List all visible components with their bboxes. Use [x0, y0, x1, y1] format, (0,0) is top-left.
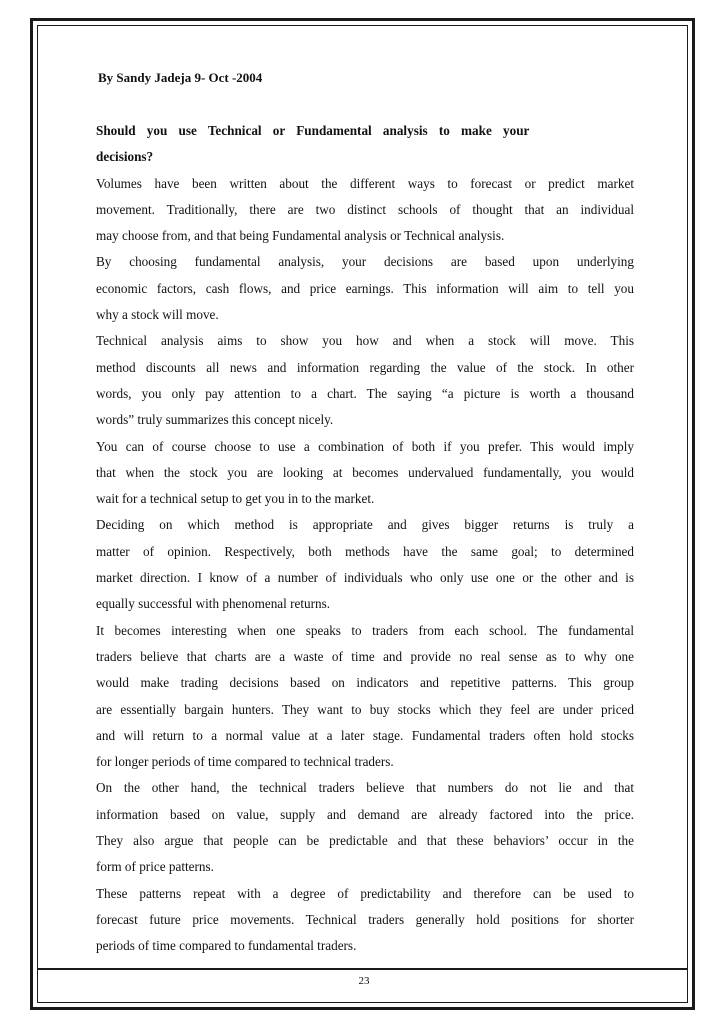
paragraph-list	[96, 171, 634, 960]
paragraph-line: You can of course choose to use a combination of both if you prefer. This would imply	[96, 438, 634, 454]
footer-rule	[37, 968, 688, 970]
paragraph-line: form of price patterns.	[96, 859, 214, 875]
paragraph	[96, 618, 634, 776]
paragraph	[96, 775, 634, 880]
paragraph-line: that when the stock you are looking at becomes undervalued fundamentally, you would	[96, 464, 634, 480]
paragraph-line: By choosing fundamental analysis, your decisions are based upon underlying	[96, 254, 634, 270]
paragraph-line: Technical analysis aims to show you how and when a stock will move. This	[96, 333, 634, 349]
article-heading	[96, 118, 634, 171]
page-number: 23	[358, 975, 370, 987]
paragraph-line: why a stock will move.	[96, 307, 219, 323]
paragraph	[96, 171, 634, 250]
heading-line-2: decisions?	[96, 149, 154, 165]
paragraph-line: On the other hand, the technical traders believe that numbers do not lie and that	[96, 780, 634, 796]
paragraph-line: information based on value, supply and demand are already factored into the price.	[96, 806, 634, 822]
paragraph-line: method discounts all news and information regarding the value of the stock. In other	[96, 359, 634, 375]
paragraph	[96, 881, 634, 960]
paragraph-line: and will return to a normal value at a later stage. Fundamental traders often hold stocks	[96, 727, 634, 743]
paragraph-line: movement. Traditionally, there are two distinct schools of thought that an individual	[96, 201, 634, 217]
paragraph-line: wait for a technical setup to get you in to the market.	[96, 491, 375, 507]
paragraph-line: market direction. I know of a number of individuals who only use one or the other and is	[96, 570, 634, 586]
paragraph-line: may choose from, and that being Fundamental analysis or Technical analysis.	[96, 228, 505, 244]
article-body	[96, 118, 634, 960]
paragraph-line: equally successful with phenomenal returns.	[96, 596, 331, 612]
paragraph-line: traders believe that charts are a waste of time and provide no real sense as to why one	[96, 648, 634, 664]
paragraph-line: Volumes have been written about the different ways to forecast or predict market	[96, 175, 634, 191]
paragraph-line: words” truly summarizes this concept nicely.	[96, 412, 334, 428]
paragraph-line: They also argue that people can be predictable and that these behaviors’ occur in the	[96, 833, 634, 849]
paragraph-line: for longer periods of time compared to technical traders.	[96, 754, 394, 770]
paragraph	[96, 328, 634, 433]
paragraph-line: would make trading decisions based on indicators and repetitive patterns. This group	[96, 675, 634, 691]
paragraph-line: forecast future price movements. Technical traders generally hold positions for shorter	[96, 911, 634, 927]
paragraph	[96, 249, 634, 328]
paragraph	[96, 512, 634, 617]
paragraph-line: are essentially bargain hunters. They want to buy stocks which they feel are under priced	[96, 701, 634, 717]
paragraph-line: periods of time compared to fundamental traders.	[96, 938, 357, 954]
heading-line-1: Should you use Technical or Fundamental analysis to make your	[96, 123, 530, 138]
paragraph	[96, 434, 634, 513]
paragraph-line: These patterns repeat with a degree of predictability and therefore can be used to	[96, 885, 634, 901]
paragraph-line: economic factors, cash flows, and price earnings. This information will aim to tell you	[96, 280, 634, 296]
author-byline: By Sandy Jadeja 9- Oct -2004	[98, 70, 263, 85]
paragraph-line: It becomes interesting when one speaks to traders from each school. The fundamental	[96, 622, 634, 638]
paragraph-line: matter of opinion. Respectively, both methods have the same goal; to determined	[96, 543, 634, 559]
paragraph-line: words, you only pay attention to a chart. The saying “a picture is worth a thousand	[96, 385, 634, 401]
paragraph-line: Deciding on which method is appropriate and gives bigger returns is truly a	[96, 517, 634, 533]
